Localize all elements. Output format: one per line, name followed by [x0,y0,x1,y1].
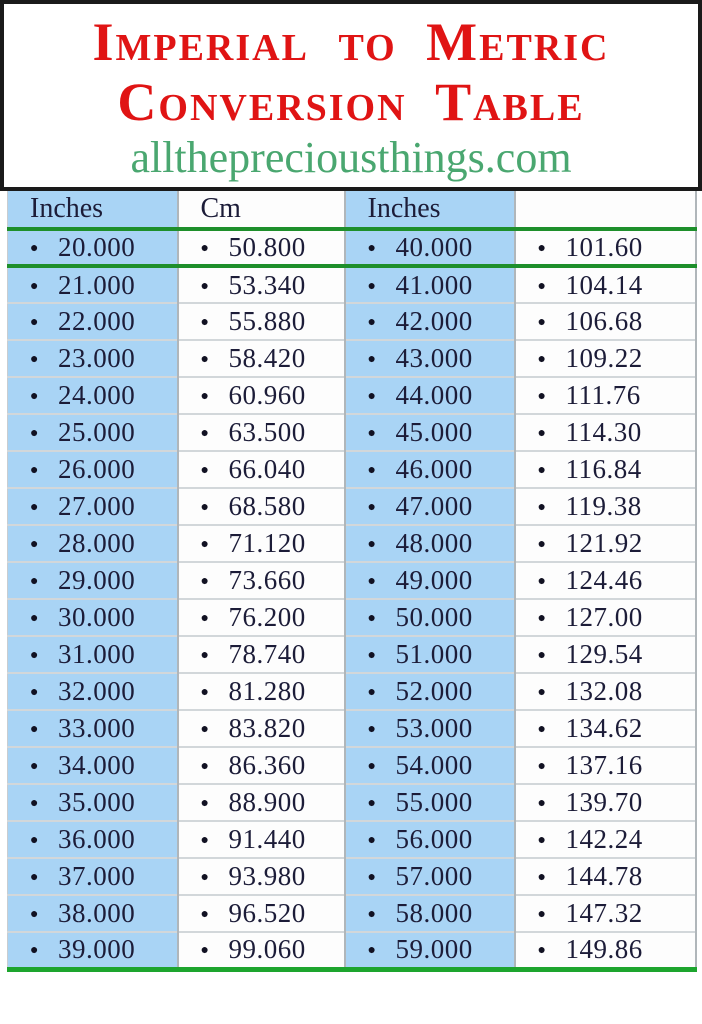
bullet-icon: ● [200,722,209,737]
cm-value: 66.040 [228,454,306,484]
bullet-icon: ● [537,500,546,515]
title-card [0,0,702,191]
bullet-icon: ● [537,907,546,922]
cm-value: 91.440 [228,824,306,854]
inches-cell [345,451,515,488]
bullet-icon: ● [537,352,546,367]
inches-cell [8,414,178,451]
inches-cell [345,303,515,340]
table-row [8,932,696,969]
bullet-icon: ● [367,907,376,922]
inches-cell [8,229,178,266]
bullet-icon: ● [537,648,546,663]
cm-cell [515,858,696,895]
inches-cell [8,303,178,340]
bullet-icon: ● [367,352,376,367]
bullet-icon: ● [200,611,209,626]
bullet-icon: ● [200,278,209,294]
bullet-icon: ● [537,315,546,330]
page-title-line2: Conversion Table [117,72,585,132]
cm-value: 101.60 [565,232,643,262]
cm-cell [178,710,345,747]
cm-value: 116.84 [565,454,642,484]
cm-cell [178,488,345,525]
table-row [8,895,696,932]
inches-cell [8,451,178,488]
inches-cell [345,414,515,451]
cm-cell [515,303,696,340]
inches-value: 21.000 [58,269,136,300]
inches-cell [345,525,515,562]
cm-cell [178,858,345,895]
inches-value: 55.000 [395,787,473,817]
inches-cell [8,636,178,673]
bullet-icon: ● [30,278,39,294]
inches-cell [345,562,515,599]
table-row [8,858,696,895]
cm-value: 139.70 [565,787,643,817]
table-row [8,710,696,747]
inches-cell [345,266,515,303]
bullet-icon: ● [200,389,209,404]
bullet-icon: ● [367,759,376,774]
bullet-icon: ● [537,943,546,959]
bullet-icon: ● [200,870,209,885]
inches-cell [345,673,515,710]
bullet-icon: ● [367,574,376,589]
cm-value: 55.880 [228,306,306,336]
bullet-icon: ● [200,426,209,441]
inches-cell [345,488,515,525]
inches-value: 59.000 [395,934,473,965]
bullet-icon: ● [537,759,546,774]
cm-cell [515,784,696,821]
bullet-icon: ● [200,574,209,589]
inches-value: 24.000 [58,380,136,410]
cm-cell [515,562,696,599]
table-row [8,451,696,488]
inches-cell [8,784,178,821]
bullet-icon: ● [537,722,546,737]
bullet-icon: ● [537,796,546,811]
cm-value: 88.900 [228,787,306,817]
inches-cell [8,599,178,636]
inches-cell [345,340,515,377]
bullet-icon: ● [367,241,376,256]
bullet-icon: ● [30,315,39,330]
table-row [8,303,696,340]
inches-cell [8,858,178,895]
cm-cell [515,895,696,932]
inches-cell [345,858,515,895]
bullet-icon: ● [200,685,209,700]
inches-cell [8,266,178,303]
inches-cell [8,932,178,969]
bullet-icon: ● [367,537,376,552]
bullet-icon: ● [367,500,376,515]
inches-cell [345,636,515,673]
bullet-icon: ● [537,685,546,700]
table-row [8,821,696,858]
bullet-icon: ● [30,352,39,367]
cm-value: 137.16 [565,750,643,780]
column-header-inches-right [345,191,515,229]
inches-value: 42.000 [395,306,473,336]
table-row [8,377,696,414]
cm-cell [178,414,345,451]
inches-value: 45.000 [395,417,473,447]
table-row [8,673,696,710]
cm-cell [515,451,696,488]
bullet-icon: ● [537,389,546,404]
bullet-icon: ● [367,870,376,885]
inches-value: 39.000 [58,934,136,965]
column-header-inches-left [8,191,178,229]
cm-value: 104.14 [565,269,643,300]
cm-cell [515,488,696,525]
bullet-icon: ● [200,241,209,256]
table-header [8,191,696,229]
cm-value: 78.740 [228,639,306,669]
inches-cell [8,821,178,858]
cm-value: 99.060 [228,934,306,965]
cm-cell [178,562,345,599]
cm-cell [178,525,345,562]
cm-value: 71.120 [228,528,306,558]
bullet-icon: ● [200,796,209,811]
inches-cell [8,673,178,710]
bullet-icon: ● [537,241,546,256]
inches-cell [345,932,515,969]
bullet-icon: ● [200,352,209,367]
bullet-icon: ● [537,537,546,552]
inches-value: 25.000 [58,417,136,447]
column-header-cm-left [178,191,345,229]
cm-cell [178,303,345,340]
bullet-icon: ● [30,463,39,478]
inches-value: 27.000 [58,491,136,521]
cm-cell [515,747,696,784]
table-row [8,636,696,673]
bullet-icon: ● [367,463,376,478]
table-row [8,562,696,599]
cm-cell [515,525,696,562]
cm-cell [515,636,696,673]
inches-cell [345,821,515,858]
cm-value: 106.68 [565,306,643,336]
cm-value: 53.340 [228,269,306,300]
cm-cell [515,932,696,969]
inches-value: 33.000 [58,713,136,743]
page-title-line1: Imperial to Metric [92,12,610,72]
column-header-label: Inches [30,193,104,224]
inches-value: 41.000 [395,269,473,300]
inches-value: 50.000 [395,602,473,632]
inches-cell [8,562,178,599]
bullet-icon: ● [367,611,376,626]
inches-value: 57.000 [395,861,473,891]
bullet-icon: ● [30,907,39,922]
bullet-icon: ● [537,463,546,478]
cm-cell [515,340,696,377]
cm-value: 127.00 [565,602,643,632]
bullet-icon: ● [200,537,209,552]
inches-value: 35.000 [58,787,136,817]
inches-value: 26.000 [58,454,136,484]
bullet-icon: ● [537,278,546,294]
cm-value: 93.980 [228,861,306,891]
table-row [8,266,696,303]
bullet-icon: ● [367,722,376,737]
table-row [8,229,696,266]
bullet-icon: ● [200,759,209,774]
cm-value: 114.30 [565,417,642,447]
table-row [8,340,696,377]
bullet-icon: ● [30,574,39,589]
bullet-icon: ● [30,722,39,737]
cm-value: 142.24 [565,824,643,854]
cm-cell [178,229,345,266]
bullet-icon: ● [537,611,546,626]
table-row [8,747,696,784]
inches-value: 47.000 [395,491,473,521]
bullet-icon: ● [200,833,209,848]
bullet-icon: ● [537,426,546,441]
bullet-icon: ● [30,611,39,626]
cm-value: 86.360 [228,750,306,780]
inches-cell [8,377,178,414]
inches-cell [8,895,178,932]
conversion-table [7,191,697,972]
inches-cell [345,895,515,932]
table-row [8,525,696,562]
inches-value: 58.000 [395,898,473,928]
bullet-icon: ● [30,685,39,700]
table-wrapper [0,191,702,972]
inches-value: 53.000 [395,713,473,743]
cm-cell [178,599,345,636]
bullet-icon: ● [537,870,546,885]
cm-value: 81.280 [228,676,306,706]
bullet-icon: ● [30,796,39,811]
inches-value: 22.000 [58,306,136,336]
inches-value: 20.000 [58,232,136,262]
cm-cell [178,636,345,673]
inches-cell [345,747,515,784]
cm-cell [178,340,345,377]
cm-value: 60.960 [228,380,306,410]
bullet-icon: ● [367,648,376,663]
cm-value: 124.46 [565,565,643,595]
inches-value: 43.000 [395,343,473,373]
column-header-label: Cm [200,193,241,224]
cm-value: 96.520 [228,898,306,928]
inches-value: 34.000 [58,750,136,780]
inches-value: 36.000 [58,824,136,854]
inches-cell [345,784,515,821]
inches-value: 52.000 [395,676,473,706]
cm-cell [178,895,345,932]
inches-value: 49.000 [395,565,473,595]
inches-value: 30.000 [58,602,136,632]
bullet-icon: ● [30,833,39,848]
bullet-icon: ● [367,426,376,441]
cm-value: 121.92 [565,528,643,558]
inches-value: 31.000 [58,639,136,669]
inches-cell [8,488,178,525]
bullet-icon: ● [367,943,376,959]
cm-cell [515,673,696,710]
bullet-icon: ● [30,759,39,774]
cm-value: 129.54 [565,639,643,669]
cm-value: 147.32 [565,898,643,928]
table-row [8,784,696,821]
table-row [8,414,696,451]
cm-cell [178,821,345,858]
cm-value: 109.22 [565,343,643,373]
bullet-icon: ● [367,389,376,404]
inches-cell [345,229,515,266]
inches-cell [8,525,178,562]
inches-value: 40.000 [395,232,473,262]
cm-cell [515,821,696,858]
inches-value: 46.000 [395,454,473,484]
inches-value: 51.000 [395,639,473,669]
bullet-icon: ● [30,870,39,885]
inches-cell [8,340,178,377]
cm-value: 119.38 [565,491,642,521]
cm-value: 144.78 [565,861,643,891]
inches-cell [345,377,515,414]
bullet-icon: ● [367,833,376,848]
cm-value: 73.660 [228,565,306,595]
cm-cell [178,673,345,710]
cm-value: 111.76 [565,380,641,410]
cm-cell [515,229,696,266]
cm-cell [178,266,345,303]
cm-cell [178,747,345,784]
bullet-icon: ● [537,574,546,589]
cm-cell [515,599,696,636]
cm-cell [515,710,696,747]
table-row [8,488,696,525]
cm-cell [178,932,345,969]
inches-cell [8,710,178,747]
cm-value: 50.800 [228,232,306,262]
bullet-icon: ● [200,943,209,959]
bullet-icon: ● [30,389,39,404]
bullet-icon: ● [200,463,209,478]
cm-cell [178,377,345,414]
bullet-icon: ● [30,426,39,441]
inches-cell [8,747,178,784]
cm-value: 132.08 [565,676,643,706]
column-header-label: Inches [367,193,441,224]
bullet-icon: ● [537,833,546,848]
cm-value: 58.420 [228,343,306,373]
bullet-icon: ● [200,907,209,922]
bullet-icon: ● [200,315,209,330]
header-row [8,191,696,229]
inches-value: 54.000 [395,750,473,780]
inches-value: 37.000 [58,861,136,891]
bullet-icon: ● [367,685,376,700]
bullet-icon: ● [200,648,209,663]
table-row [8,599,696,636]
cm-value: 63.500 [228,417,306,447]
cm-cell [178,451,345,488]
cm-value: 68.580 [228,491,306,521]
bullet-icon: ● [30,500,39,515]
inches-value: 23.000 [58,343,136,373]
cm-value: 134.62 [565,713,643,743]
cm-cell [515,414,696,451]
cm-value: 149.86 [565,934,643,965]
bullet-icon: ● [367,315,376,330]
inches-value: 48.000 [395,528,473,558]
inches-cell [345,710,515,747]
bullet-icon: ● [30,943,39,959]
cm-value: 83.820 [228,713,306,743]
inches-value: 44.000 [395,380,473,410]
website-text: allthepreciousthings.com [130,133,572,182]
bullet-icon: ● [30,241,39,256]
inches-value: 28.000 [58,528,136,558]
bullet-icon: ● [367,796,376,811]
inches-value: 56.000 [395,824,473,854]
bullet-icon: ● [367,278,376,294]
cm-cell [515,377,696,414]
bullet-icon: ● [30,648,39,663]
inches-cell [345,599,515,636]
cm-cell [178,784,345,821]
cm-value: 76.200 [228,602,306,632]
bullet-icon: ● [30,537,39,552]
inches-value: 29.000 [58,565,136,595]
inches-value: 32.000 [58,676,136,706]
inches-value: 38.000 [58,898,136,928]
bullet-icon: ● [200,500,209,515]
table-body [8,229,696,969]
column-header-empty [515,191,696,229]
cm-cell [515,266,696,303]
